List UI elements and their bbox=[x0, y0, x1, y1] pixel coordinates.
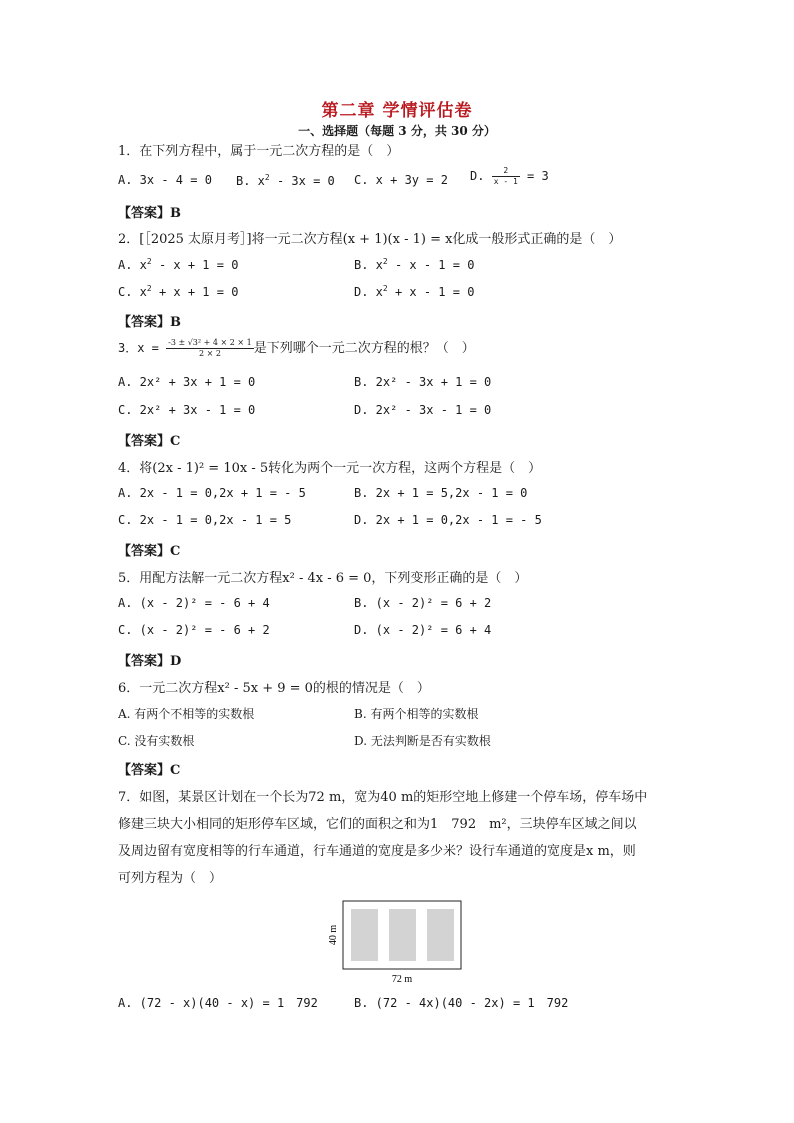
q4-option-d: D. 2x + 1 = 0,2x - 1 = - 5 bbox=[354, 513, 542, 527]
q6-option-c: C. 没有实数根 bbox=[118, 734, 195, 748]
q2-option-c: C. $x^2 + x + 1 = 0$ bbox=[118, 284, 239, 299]
q7-option-b: B. (72 - 4x)(40 - 2x) = 1 792 bbox=[354, 996, 569, 1010]
q1-option-c: C. x + 3y = 2 bbox=[354, 173, 448, 187]
q4-answer: 【答案】C bbox=[118, 544, 181, 559]
quadratic-formula-fraction: $\frac{\text{-3 ± √3² + 4 × 2 × 1}}{2 \times 2}$ bbox=[168, 338, 252, 358]
q3-option-d: D. 2x² - 3x - 1 = 0 bbox=[354, 403, 492, 417]
q5-answer: 【答案】D bbox=[118, 654, 182, 669]
question-4-stem: 4．将(2x - 1)² = 10x - 5转化为两个一元一次方程，这两个方程是（ ） bbox=[118, 461, 542, 476]
q6-option-a: A. 有两个不相等的实数根 bbox=[118, 707, 255, 721]
height-label: 40 m bbox=[328, 924, 339, 946]
q3-option-a: A. 2x² + 3x + 1 = 0 bbox=[118, 375, 256, 389]
q4-option-c: C. 2x - 1 = 0,2x - 1 = 5 bbox=[118, 513, 292, 527]
q5-option-c: C. (x - 2)² = - 6 + 2 bbox=[118, 623, 270, 637]
parking-area-1 bbox=[351, 909, 378, 961]
question-7-line-1: 7．如图，某景区计划在一个长为72 m，宽为40 m的矩形空地上修建一个停车场，停车场中 bbox=[118, 790, 648, 805]
q3-answer: 【答案】C bbox=[118, 434, 181, 449]
parking-area-3 bbox=[427, 909, 454, 961]
q5-option-d: D. (x - 2)² = 6 + 4 bbox=[354, 623, 492, 637]
q6-option-b: B. 有两个相等的实数根 bbox=[354, 707, 479, 721]
q4-option-a: A. 2x - 1 = 0,2x + 1 = - 5 bbox=[118, 486, 306, 500]
q2-option-a: A. $x^2 - x + 1 = 0$ bbox=[118, 257, 239, 272]
question-7-line-3: 及周边留有宽度相等的行车通道，行车通道的宽度是多少米？设行车通道的宽度是x m，则 bbox=[118, 844, 636, 859]
q1-option-b: B. $x^2 - 3x = 0$ bbox=[236, 173, 335, 188]
width-label: 72 m bbox=[391, 974, 413, 985]
question-1-stem: 1．在下列方程中，属于一元二次方程的是（ ） bbox=[118, 144, 400, 159]
question-5-stem: 5．用配方法解一元二次方程x² - 4x - 6 = 0，下列变形正确的是（ ） bbox=[118, 571, 528, 586]
q2-answer: 【答案】B bbox=[118, 315, 181, 330]
question-6-stem: 6．一元二次方程x² - 5x + 9 = 0的根的情况是（ ） bbox=[118, 681, 430, 696]
q1-option-a: A. 3x - 4 = 0 bbox=[118, 173, 212, 187]
page-title: 第二章 学情评估卷 bbox=[321, 101, 473, 121]
question-2-stem: 2．[［2025 太原月考］]将一元二次方程(x + 1)(x - 1) = x化成一般形式正确的是（ ） bbox=[118, 232, 622, 247]
fraction: $\frac{2}{x - 1}$ bbox=[493, 166, 518, 186]
q7-option-a: A. (72 - x)(40 - x) = 1 792 bbox=[118, 996, 318, 1010]
parking-area-2 bbox=[389, 909, 416, 961]
q3-option-c: C. 2x² + 3x - 1 = 0 bbox=[118, 403, 256, 417]
q1-option-d: D. $\frac{2}{x - 1}$ = 3 bbox=[470, 166, 549, 186]
q6-option-d: D. 无法判断是否有实数根 bbox=[354, 734, 491, 748]
q3-option-b: B. 2x² - 3x + 1 = 0 bbox=[354, 375, 492, 389]
q4-option-b: B. 2x + 1 = 5,2x - 1 = 0 bbox=[354, 486, 528, 500]
q1-answer: 【答案】B bbox=[118, 206, 181, 221]
q6-answer: 【答案】C bbox=[118, 763, 181, 778]
question-7-line-2: 修建三块大小相同的矩形停车区域，它们的面积之和为1 792 m²，三块停车区域之间以 bbox=[118, 817, 637, 832]
q5-option-b: B. (x - 2)² = 6 + 2 bbox=[354, 596, 492, 610]
q5-option-a: A. (x - 2)² = - 6 + 4 bbox=[118, 596, 270, 610]
q2-option-d: D. $x^2 + x - 1 = 0$ bbox=[354, 284, 475, 299]
parking-lot-diagram bbox=[323, 893, 468, 985]
question-3-stem: 3．x = $\frac{\text{-3 ± √3² + 4 × 2 × 1}}{2 \times 2}$ 是下列哪个一元二次方程的根？（ ） bbox=[118, 338, 475, 358]
question-7-line-4: 可列方程为（ ） bbox=[118, 871, 223, 886]
section-heading: 一、选择题（每题 3 分，共 30 分） bbox=[298, 124, 496, 138]
q2-option-b: B. $x^2 - x - 1 = 0$ bbox=[354, 257, 475, 272]
